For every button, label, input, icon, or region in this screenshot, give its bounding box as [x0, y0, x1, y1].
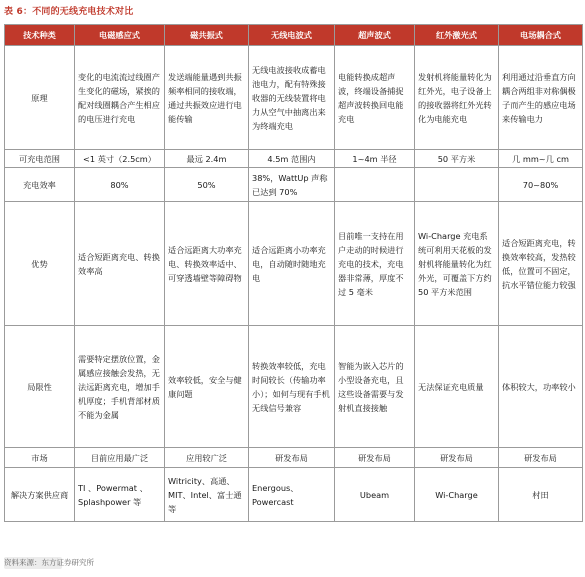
table-cell: 应用较广泛 — [165, 448, 249, 468]
table-cell: 适合短距离充电、转换效率高 — [75, 202, 165, 326]
table-cell: 无法保证充电质量 — [415, 326, 499, 448]
table-cell: 适合短距离充电，转换效率较高，发热较低，位置可不固定，抗水平错位能力较强 — [499, 202, 583, 326]
table-cell — [335, 168, 415, 202]
table-cell: 研发布局 — [335, 448, 415, 468]
table-cell: 80% — [75, 168, 165, 202]
table-cell: 研发布局 — [415, 448, 499, 468]
table-cell: 研发布局 — [249, 448, 335, 468]
table-row — [5, 468, 583, 522]
table-cell: Wi-Charge — [415, 468, 499, 522]
source-note: 资料来源：东方证券研究所 — [4, 558, 94, 567]
row-label: 局限性 — [5, 326, 75, 448]
table-cell: 目前唯一支持在用户走动的时候进行充电的技术，充电器非常薄，厚度不过 5 毫米 — [335, 202, 415, 326]
header-cell: 超声波式 — [335, 25, 415, 46]
table-cell: 利用通过沿垂直方向耦合两组非对称偶极子而产生的感应电场来传输电力 — [499, 46, 583, 150]
table-cell: 1~4m 半径 — [335, 150, 415, 168]
table-cell: TI 、Powermat 、Splashpower 等 — [75, 468, 165, 522]
header-cell: 红外激光式 — [415, 25, 499, 46]
table-cell: 村田 — [499, 468, 583, 522]
table-cell: 无线电波接收成蓄电池电力，配有特殊接收器的无线装置将电力从空气中抽离出来为终端充电 — [249, 46, 335, 150]
table-cell: Witricity、高通、MIT、Intel、富士通等 — [165, 468, 249, 522]
table-cell: 50 平方米 — [415, 150, 499, 168]
table-cell: 研发布局 — [499, 448, 583, 468]
header-row — [5, 25, 583, 46]
table-cell: 体积较大，功率较小 — [499, 326, 583, 448]
row-label: 优势 — [5, 202, 75, 326]
table-cell: 70~80% — [499, 168, 583, 202]
row-label: 原理 — [5, 46, 75, 150]
table-row — [5, 150, 583, 168]
table-cell: 最远 2.4m — [165, 150, 249, 168]
header-cell: 技术种类 — [5, 25, 75, 46]
table-cell: Wi-Charge 充电系统可利用天花板的发射机将能量转化为红外光，可覆盖下方约 50 平方米范围 — [415, 202, 499, 326]
row-label: 充电效率 — [5, 168, 75, 202]
table-row — [5, 326, 583, 448]
table-cell: 适合远距离大功率充电、转换效率适中、可穿透墙壁等障碍物 — [165, 202, 249, 326]
table-cell: 38%，WattUp 声称已达到 70% — [249, 168, 335, 202]
table-cell: 几 mm~几 cm — [499, 150, 583, 168]
table-cell: 4.5m 范围内 — [249, 150, 335, 168]
table-cell: 电能转换成超声波，终端设备捕捉超声波转换回电能充电 — [335, 46, 415, 150]
table-cell: Ubeam — [335, 468, 415, 522]
table-cell: 目前应用最广泛 — [75, 448, 165, 468]
header-cell: 电场耦合式 — [499, 25, 583, 46]
table-cell: 转换效率较低，充电时间较长（传输功率小）；如何与现有手机无线信号兼容 — [249, 326, 335, 448]
table-cell — [415, 168, 499, 202]
table-row — [5, 46, 583, 150]
table-title: 表 6：不同的无线充电技术对比 — [4, 7, 134, 17]
table-cell: 变化的电流流过线圈产生变化的磁场，紧挨的配对线圈耦合产生相应的电压进行充电 — [75, 46, 165, 150]
row-label: 可充电范围 — [5, 150, 75, 168]
table-cell: 需要特定摆放位置，金属感应接触会发热，无法远距离充电，增加手机厚度；手机背部材质不能为金属 — [75, 326, 165, 448]
row-label: 解决方案供应商 — [5, 468, 75, 522]
table-cell: <1 英寸（2.5cm） — [75, 150, 165, 168]
table-cell: 效率较低，安全与健康问题 — [165, 326, 249, 448]
table-cell: 50% — [165, 168, 249, 202]
table-cell: 智能为嵌入芯片的小型设备充电，且这些设备需要与发射机直接接触 — [335, 326, 415, 448]
table-cell: 发送端能量遇到共振频率相同的接收端，通过共振效应进行电能传输 — [165, 46, 249, 150]
table-row — [5, 168, 583, 202]
table-cell: Energous、Powercast — [249, 468, 335, 522]
comparison-table — [4, 24, 583, 522]
table-row — [5, 448, 583, 468]
header-cell: 无线电波式 — [249, 25, 335, 46]
header-cell: 磁共振式 — [165, 25, 249, 46]
table-cell: 适合远距离小功率充电，自动随时随地充电 — [249, 202, 335, 326]
row-label: 市场 — [5, 448, 75, 468]
table-cell: 发射机将能量转化为红外光，电子设备上的接收器将红外光转化为电能充电 — [415, 46, 499, 150]
header-cell: 电磁感应式 — [75, 25, 165, 46]
table-row — [5, 202, 583, 326]
